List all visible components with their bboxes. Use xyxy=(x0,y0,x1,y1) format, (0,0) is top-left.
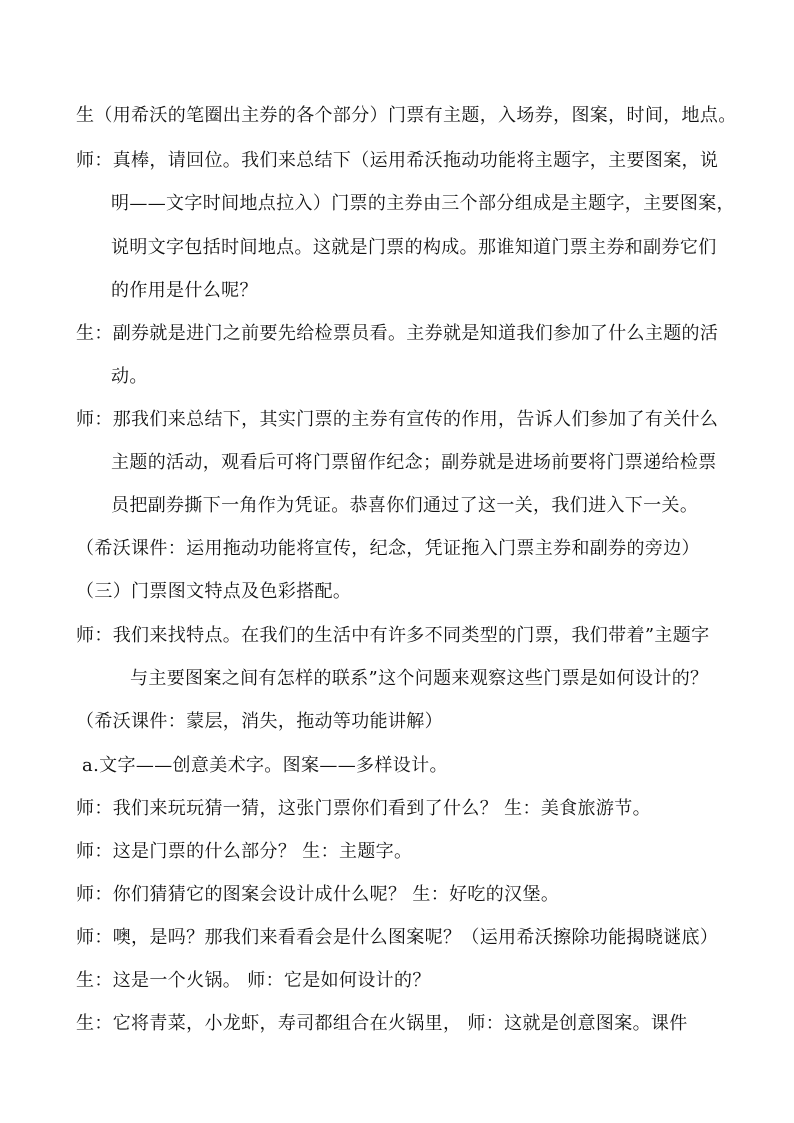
text-line: 生：它将青菜，小龙虾，寿司都组合在火锅里， 师：这就是创意图案。课件 xyxy=(76,1013,688,1034)
text-line: 动。 xyxy=(111,366,148,387)
text-line: 说明文字包括时间地点。这就是门票的构成。那谁知道门票主券和副券它们 xyxy=(111,237,717,258)
text-line: 师：真棒，请回位。我们来总结下（运用希沃拖动功能将主题字，主要图案，说 xyxy=(76,150,719,171)
text-line: （希沃课件：运用拖动功能将宣传，纪念，凭证拖入门票主券和副券的旁边） xyxy=(76,538,700,559)
text-line: 员把副券撕下一角作为凭证。恭喜你们通过了这一关，我们进入下一关。 xyxy=(111,495,699,516)
text-line: 与主要图案之间有怎样的联系”这个问题来观察这些门票是如何设计的？ xyxy=(130,668,709,689)
text-line: 生：副券就是进门之前要先给检票员看。主券就是知道我们参加了什么主题的活 xyxy=(76,323,719,344)
section-heading: （三）门票图文特点及色彩搭配。 xyxy=(76,581,352,602)
text-line: （希沃课件：蒙层，消失，拖动等功能讲解） xyxy=(76,711,443,732)
text-line: 师：噢，是吗？那我们来看看会是什么图案呢？（运用希沃擦除功能揭晓谜底） xyxy=(76,927,719,948)
text-line: 的作用是什么呢？ xyxy=(111,280,258,301)
text-line: 明——文字时间地点拉入）门票的主券由三个部分组成是主题字，主要图案， xyxy=(111,193,735,214)
text-line: 生：这是一个火锅。 师：它是如何设计的？ xyxy=(76,970,431,991)
text-line: a.文字——创意美术字。图案——多样设计。 xyxy=(82,755,448,776)
text-line: 师：你们猜猜它的图案会设计成什么呢？ 生：好吃的汉堡。 xyxy=(76,884,560,905)
text-line: 师：那我们来总结下，其实门票的主券有宣传的作用，告诉人们参加了有关什么 xyxy=(76,409,719,430)
text-line: 主题的活动，观看后可将门票留作纪念；副券就是进场前要将门票递给检票 xyxy=(111,452,717,473)
text-line: 生（用希沃的笔圈出主券的各个部分）门票有主题，入场券，图案，时间，地点。 xyxy=(76,105,737,126)
text-line: 师：我们来玩玩猜一猜，这张门票你们看到了什么？ 生：美食旅游节。 xyxy=(76,798,651,819)
text-line: 师：我们来找特点。在我们的生活中有许多不同类型的门票，我们带着”主题字 xyxy=(76,625,710,646)
text-line: 师：这是门票的什么部分？ 生：主题字。 xyxy=(76,841,413,862)
